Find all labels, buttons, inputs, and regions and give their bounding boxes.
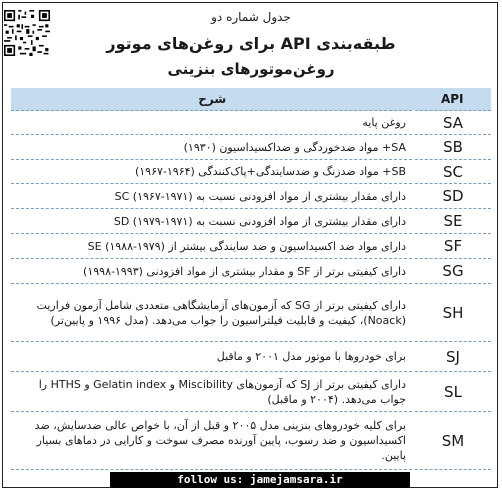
api-description: دارای کیفیتی برتر از SF و مقدار بیشتری از مواد افزودنی (۱۹۹۳-۱۹۹۸)	[11, 259, 414, 284]
api-code: SD	[414, 184, 492, 209]
table-row	[11, 284, 491, 342]
table-row	[11, 135, 491, 160]
api-code: SB	[414, 135, 492, 160]
table-row	[11, 111, 491, 135]
api-classification-table	[11, 88, 491, 470]
api-description: SA+ مواد ضدخوردگی و ضداکسیداسیون (۱۹۳۰)	[11, 135, 414, 160]
api-description: دارای مواد ضد اکسیداسیون و ضد سایندگی بیشتر از SE (۱۹۸۸-۱۹۷۹)	[11, 234, 414, 259]
table-row	[11, 209, 491, 234]
api-description: دارای کیفیتی برتر از SJ که آزمون‌های Miscibility و Gelatin index و HTHS را جواب می‌دهد. (۲۰۰۴ و ماقبل)	[11, 372, 414, 412]
table-row	[11, 234, 491, 259]
api-code: SE	[414, 209, 492, 234]
api-description: روغن پایه	[11, 111, 414, 135]
api-code: SH	[414, 284, 492, 342]
api-code: SC	[414, 160, 492, 184]
api-code: SG	[414, 259, 492, 284]
api-description: دارای مقدار بیشتری از مواد افزودنی نسبت به SC (۱۹۶۷-۱۹۷۱)	[11, 184, 414, 209]
api-code: SF	[414, 234, 492, 259]
table-caption: جدول شماره دو	[211, 10, 291, 24]
api-code: SM	[414, 412, 492, 470]
api-description: دارای مقدار بیشتری از مواد افزودنی نسبت به SD (۱۹۷۹-۱۹۷۱)	[11, 209, 414, 234]
follow-us-link[interactable]: follow us: jamejamsara.ir	[110, 472, 410, 488]
api-code: SJ	[414, 342, 492, 372]
table-row	[11, 259, 491, 284]
api-description: برای کلیه خودروهای بنزینی مدل ۲۰۰۵ و قبل از آن، با خواص عالی ضدسایش، ضد اکسیداسیون و ضد رسوب، پایین آورنده مصرف سوخت و کارایی در دماهای بسیار پایین.	[11, 412, 414, 470]
table-row	[11, 184, 491, 209]
table-row	[11, 342, 491, 372]
table-row	[11, 372, 491, 412]
page-subtitle: روغن‌موتورهای بنزینی	[167, 60, 335, 78]
api-description: SB+ مواد ضدزنگ و ضدسایندگی+پاک‌کنندگی (۱۹۶۴-۱۹۶۷)	[11, 160, 414, 184]
api-code: SA	[414, 111, 492, 135]
table-row	[11, 412, 491, 470]
table-row	[11, 160, 491, 184]
table-header-row	[11, 88, 491, 111]
header-description: شرح	[11, 88, 414, 111]
api-description: دارای کیفیتی برتر از SG که آزمون‌های آزمایشگاهی متعددی شامل آزمون فراریت (Noack)، کیفیت و قابلیت فیلتراسیون را جواب می‌دهد. (مدل ۱۹۹۶ و پایین‌تر)	[11, 284, 414, 342]
header-api: API	[414, 88, 492, 111]
page-title: طبقه‌بندی API برای روغن‌های موتور	[106, 34, 396, 53]
api-description: برای خودروها با موتور مدل ۲۰۰۱ و ماقبل	[11, 342, 414, 372]
api-code: SL	[414, 372, 492, 412]
